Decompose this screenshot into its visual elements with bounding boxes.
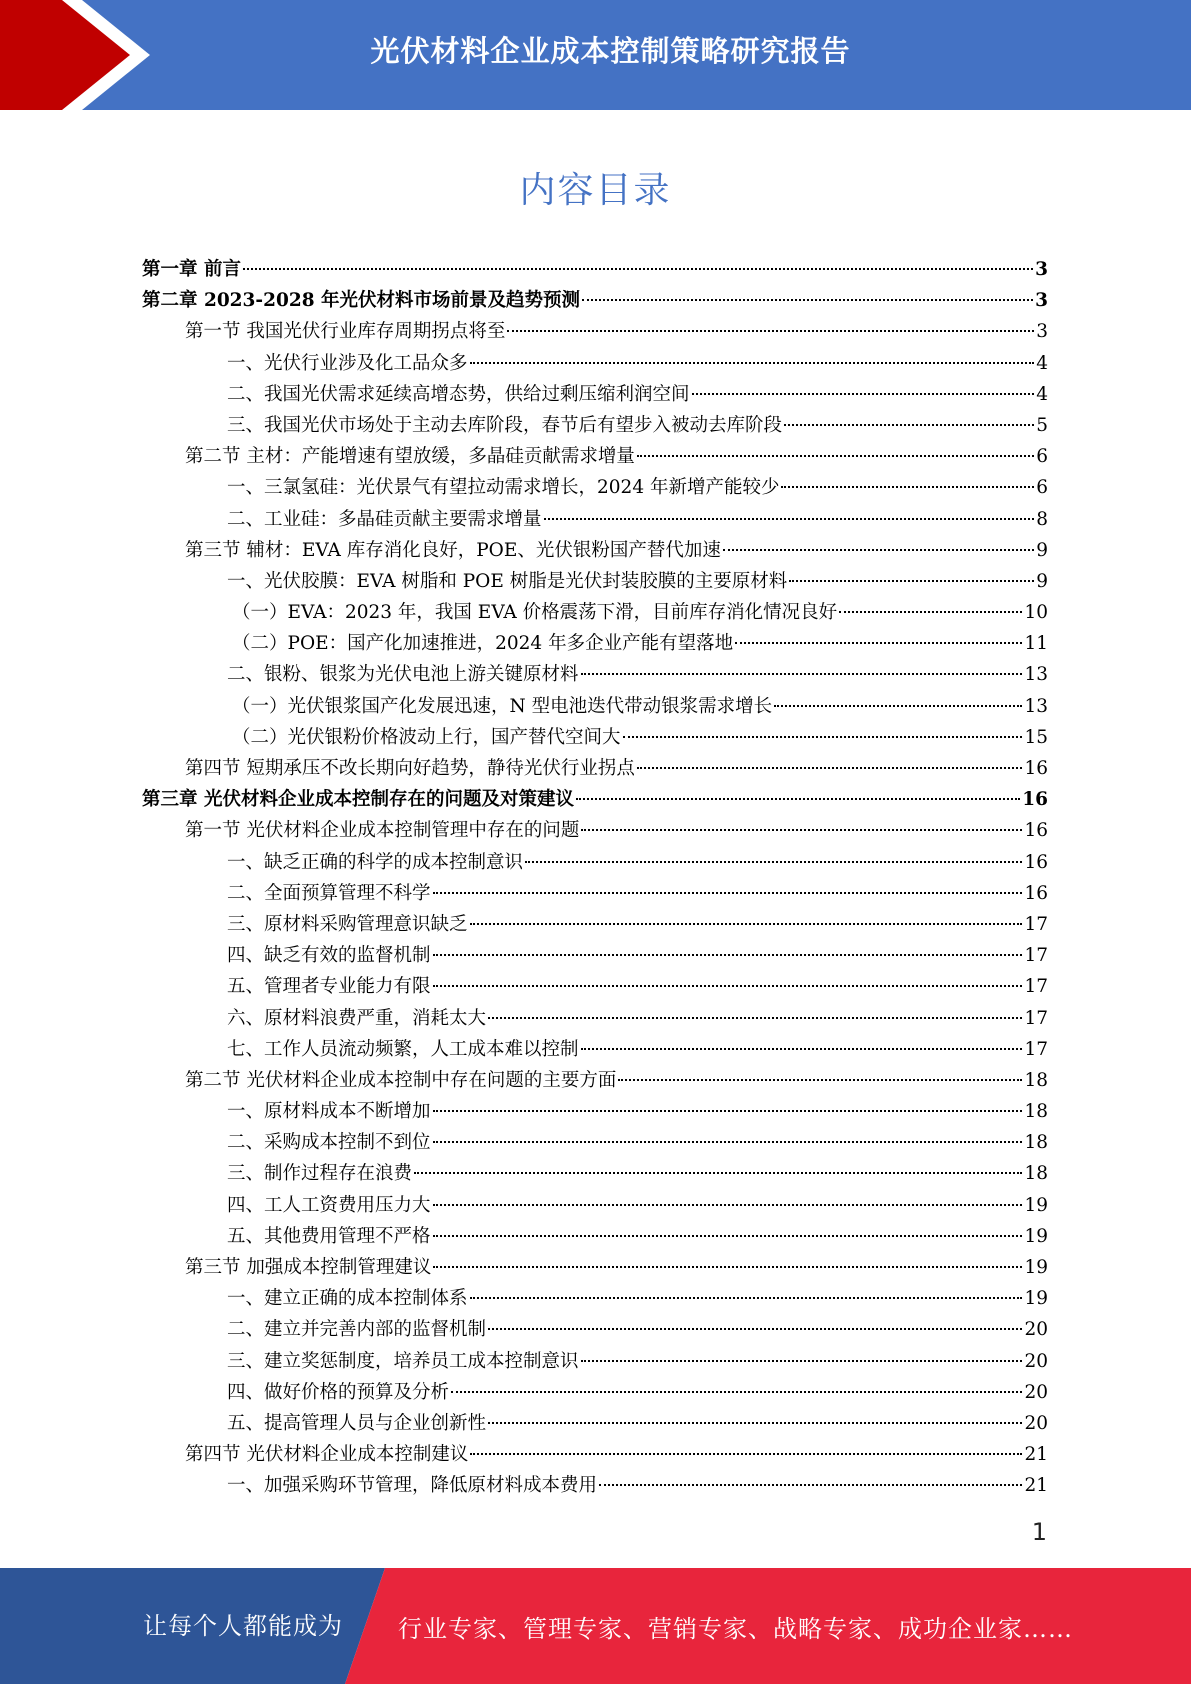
toc-entry-page: 18	[1024, 1069, 1048, 1091]
toc-entry-page: 17	[1024, 1007, 1048, 1029]
toc-dot-leader	[488, 1422, 1022, 1424]
toc-entry-title: 七、工作人员流动频繁，人工成本难以控制	[227, 1038, 579, 1060]
toc-entry-title: 二、我国光伏需求延续高增态势，供给过剩压缩利润空间	[227, 383, 690, 405]
toc-entry-page: 4	[1036, 352, 1048, 374]
toc-entry[interactable]	[142, 628, 1048, 659]
toc-entry[interactable]	[142, 1034, 1048, 1065]
toc-dot-leader	[581, 1360, 1023, 1362]
toc-dot-leader	[488, 1328, 1022, 1330]
toc-entry-title: 二、银粉、银浆为光伏电池上游关键原材料	[227, 664, 579, 686]
toc-entry[interactable]	[142, 940, 1048, 971]
toc-entry[interactable]	[142, 410, 1048, 441]
footer-banner	[0, 1568, 1191, 1684]
toc-entry[interactable]	[142, 753, 1048, 784]
toc-entry-page: 21	[1024, 1444, 1048, 1466]
toc-dot-leader	[599, 1484, 1022, 1486]
toc-entry[interactable]	[142, 472, 1048, 503]
toc-dot-leader	[433, 985, 1023, 987]
toc-entry[interactable]	[142, 1283, 1048, 1314]
toc-dot-leader	[470, 1453, 1022, 1455]
toc-dot-leader	[433, 954, 1023, 956]
footer-slogan-left: 让每个人都能成为	[143, 1612, 343, 1640]
toc-dot-leader	[433, 1266, 1022, 1268]
toc-dot-leader	[433, 1235, 1023, 1237]
toc-entry-page: 21	[1024, 1475, 1048, 1497]
toc-entry-page: 3	[1036, 321, 1048, 343]
toc-dot-leader	[582, 299, 1033, 301]
toc-entry-title: 一、建立正确的成本控制体系	[227, 1288, 468, 1310]
toc-entry-page: 17	[1024, 913, 1048, 935]
toc-dot-leader	[470, 923, 1023, 925]
toc-entry-title: 第三章 光伏材料企业成本控制存在的问题及对策建议	[142, 789, 574, 811]
toc-entry-title: 第三节 辅材：EVA 库存消化良好，POE、光伏银粉国产替代加速	[185, 539, 721, 561]
toc-entry[interactable]	[142, 1408, 1048, 1439]
toc-entry-title: 二、建立并完善内部的监督机制	[227, 1319, 487, 1341]
toc-dot-leader	[470, 362, 1035, 364]
toc-entry[interactable]	[142, 722, 1048, 753]
toc-entry[interactable]	[142, 691, 1048, 722]
toc-entry-title: 第二节 光伏材料企业成本控制中存在问题的主要方面	[185, 1069, 617, 1091]
toc-entry-page: 19	[1024, 1288, 1048, 1310]
toc-entry-page: 19	[1024, 1225, 1048, 1247]
toc-entry-title: 二、采购成本控制不到位	[227, 1132, 431, 1154]
toc-entry[interactable]	[142, 316, 1048, 347]
toc-entry-page: 20	[1024, 1381, 1048, 1403]
toc-dot-leader	[781, 486, 1034, 488]
table-of-contents	[142, 254, 1048, 1502]
toc-dot-leader	[470, 1297, 1023, 1299]
toc-entry-title: 第一节 我国光伏行业库存周期拐点将至	[185, 321, 506, 343]
toc-entry-page: 11	[1024, 633, 1048, 655]
toc-entry[interactable]	[142, 1221, 1048, 1252]
toc-entry-page: 19	[1024, 1257, 1048, 1278]
toc-entry[interactable]	[142, 784, 1048, 815]
toc-entry-title: 第一节 光伏材料企业成本控制管理中存在的问题	[185, 820, 580, 842]
toc-entry-page: 6	[1036, 446, 1048, 468]
toc-entry-page: 20	[1024, 1350, 1048, 1372]
toc-entry[interactable]	[142, 659, 1048, 690]
toc-entry[interactable]	[142, 1158, 1048, 1189]
toc-entry[interactable]	[142, 815, 1048, 846]
toc-entry-title: 第四节 光伏材料企业成本控制建议	[185, 1444, 469, 1466]
toc-entry-page: 13	[1024, 695, 1048, 717]
toc-entry[interactable]	[142, 254, 1048, 285]
page-number: 1	[1031, 1518, 1047, 1546]
toc-entry-page: 16	[1022, 789, 1048, 811]
toc-entry-title: 四、做好价格的预算及分析	[227, 1381, 450, 1403]
toc-dot-leader	[637, 455, 1034, 457]
toc-entry[interactable]	[142, 909, 1048, 940]
toc-dot-leader	[525, 861, 1022, 863]
header-bar	[0, 0, 1191, 110]
toc-entry-title: （一）光伏银浆国产化发展迅速，N 型电池迭代带动银浆需求增长	[232, 695, 773, 717]
toc-entry-page: 9	[1036, 539, 1048, 561]
toc-entry[interactable]	[142, 597, 1048, 628]
toc-dot-leader	[507, 330, 1034, 332]
toc-entry-title: 一、缺乏正确的科学的成本控制意识	[227, 851, 524, 873]
toc-entry-page: 17	[1024, 1038, 1048, 1060]
toc-dot-leader	[433, 1141, 1023, 1143]
toc-entry[interactable]	[142, 566, 1048, 597]
toc-entry-page: 4	[1036, 383, 1048, 405]
toc-entry[interactable]	[142, 1096, 1048, 1127]
toc-entry-page: 15	[1024, 726, 1048, 748]
toc-entry-title: 三、我国光伏市场处于主动去库阶段，春节后有望步入被动去库阶段	[227, 414, 783, 436]
toc-dot-leader	[433, 1204, 1023, 1206]
toc-dot-leader	[433, 892, 1023, 894]
toc-dot-leader	[581, 829, 1022, 831]
toc-entry[interactable]	[142, 1190, 1048, 1221]
toc-dot-leader	[243, 268, 1033, 270]
toc-entry-page: 9	[1036, 570, 1048, 592]
toc-entry-page: 19	[1024, 1194, 1048, 1216]
toc-entry-title: （二）POE：国产化加速推进，2024 年多企业产能有望落地	[232, 633, 734, 655]
toc-heading: 内容目录	[519, 170, 672, 211]
toc-entry-title: 五、管理者专业能力有限	[227, 976, 431, 998]
toc-entry-title: 二、工业硅：多晶硅贡献主要需求增量	[227, 508, 542, 530]
toc-dot-leader	[414, 1172, 1022, 1174]
toc-entry-page: 16	[1024, 851, 1048, 873]
toc-dot-leader	[618, 1079, 1022, 1081]
report-title: 光伏材料企业成本控制策略研究报告	[370, 34, 851, 68]
toc-entry-page: 3	[1035, 259, 1048, 280]
toc-entry-title: 三、建立奖惩制度，培养员工成本控制意识	[227, 1350, 579, 1372]
toc-entry[interactable]	[142, 348, 1048, 379]
toc-entry-title: 一、光伏行业涉及化工品众多	[227, 352, 468, 374]
toc-entry-page: 20	[1024, 1319, 1048, 1341]
toc-entry-title: 五、提高管理人员与企业创新性	[227, 1412, 487, 1434]
toc-entry-page: 16	[1024, 758, 1048, 779]
toc-dot-leader	[839, 611, 1022, 613]
toc-entry-page: 16	[1024, 882, 1048, 904]
toc-entry-title: 一、原材料成本不断增加	[227, 1101, 431, 1123]
toc-entry-title: （二）光伏银粉价格波动上行，国产替代空间大	[232, 726, 621, 748]
toc-dot-leader	[433, 1110, 1023, 1112]
toc-entry-page: 8	[1036, 508, 1048, 530]
toc-entry-page: 17	[1024, 945, 1048, 967]
toc-entry-page: 5	[1036, 414, 1048, 436]
toc-entry-title: 三、制作过程存在浪费	[227, 1163, 413, 1185]
toc-entry-title: 第一章 前言	[142, 259, 241, 280]
toc-entry-page: 16	[1024, 820, 1048, 842]
toc-entry[interactable]	[142, 285, 1048, 316]
toc-dot-leader	[735, 642, 1022, 644]
toc-entry-title: 一、三氯氢硅：光伏景气有望拉动需求增长，2024 年新增产能较少	[227, 477, 780, 499]
toc-dot-leader	[581, 673, 1023, 675]
toc-entry-page: 18	[1024, 1101, 1048, 1123]
toc-entry-title: 六、原材料浪费严重，消耗太大	[227, 1007, 487, 1029]
toc-dot-leader	[774, 705, 1022, 707]
toc-entry[interactable]	[142, 878, 1048, 909]
toc-entry[interactable]	[142, 441, 1048, 472]
toc-entry-page: 18	[1024, 1163, 1048, 1185]
toc-entry-page: 20	[1024, 1412, 1048, 1434]
toc-dot-leader	[581, 1048, 1023, 1050]
toc-entry-title: 五、其他费用管理不严格	[227, 1225, 431, 1247]
toc-entry-title: 第四节 短期承压不改长期向好趋势，静待光伏行业拐点	[185, 758, 635, 779]
toc-entry-title: 四、工人工资费用压力大	[227, 1194, 431, 1216]
toc-entry[interactable]	[142, 379, 1048, 410]
toc-dot-leader	[544, 518, 1035, 520]
toc-dot-leader	[692, 393, 1035, 395]
toc-entry[interactable]	[142, 1003, 1048, 1034]
toc-entry-page: 10	[1024, 602, 1048, 624]
toc-entry[interactable]	[142, 1127, 1048, 1158]
toc-entry-title: 第三节 加强成本控制管理建议	[185, 1257, 432, 1278]
toc-dot-leader	[488, 1017, 1022, 1019]
toc-dot-leader	[576, 798, 1020, 800]
toc-dot-leader	[723, 549, 1034, 551]
toc-entry[interactable]	[142, 1377, 1048, 1408]
toc-entry-page: 6	[1036, 477, 1048, 499]
toc-entry[interactable]	[142, 971, 1048, 1002]
toc-dot-leader	[623, 736, 1023, 738]
toc-entry-page: 18	[1024, 1132, 1048, 1154]
footer-slogan-right: 行业专家、管理专家、营销专家、战略专家、成功企业家……	[398, 1615, 1073, 1643]
toc-entry[interactable]	[142, 504, 1048, 535]
toc-dot-leader	[789, 580, 1034, 582]
toc-dot-leader	[637, 767, 1023, 769]
toc-entry[interactable]	[142, 1346, 1048, 1377]
toc-dot-leader	[451, 1391, 1022, 1393]
toc-entry[interactable]	[142, 1314, 1048, 1345]
toc-entry-title: 三、原材料采购管理意识缺乏	[227, 913, 468, 935]
toc-entry[interactable]	[142, 1065, 1048, 1096]
toc-entry-title: 一、加强采购环节管理，降低原材料成本费用	[227, 1475, 598, 1497]
toc-entry-page: 13	[1024, 664, 1048, 686]
toc-entry[interactable]	[142, 535, 1048, 566]
toc-entry[interactable]	[142, 1470, 1048, 1501]
toc-entry-title: 四、缺乏有效的监督机制	[227, 945, 431, 967]
toc-entry-page: 17	[1024, 976, 1048, 998]
toc-dot-leader	[784, 424, 1034, 426]
toc-entry[interactable]	[142, 847, 1048, 878]
toc-entry-title: 第二章 2023-2028 年光伏材料市场前景及趋势预测	[142, 290, 581, 312]
toc-entry[interactable]	[142, 1439, 1048, 1470]
toc-entry-title: 一、光伏胶膜：EVA 树脂和 POE 树脂是光伏封装胶膜的主要原材料	[227, 570, 788, 592]
toc-entry-title: （一）EVA：2023 年，我国 EVA 价格震荡下滑，目前库存消化情况良好	[232, 602, 838, 624]
toc-entry-page: 3	[1035, 290, 1048, 312]
toc-entry-title: 二、全面预算管理不科学	[227, 882, 431, 904]
toc-entry-title: 第二节 主材：产能增速有望放缓，多晶硅贡献需求增量	[185, 446, 635, 468]
toc-entry[interactable]	[142, 1252, 1048, 1283]
